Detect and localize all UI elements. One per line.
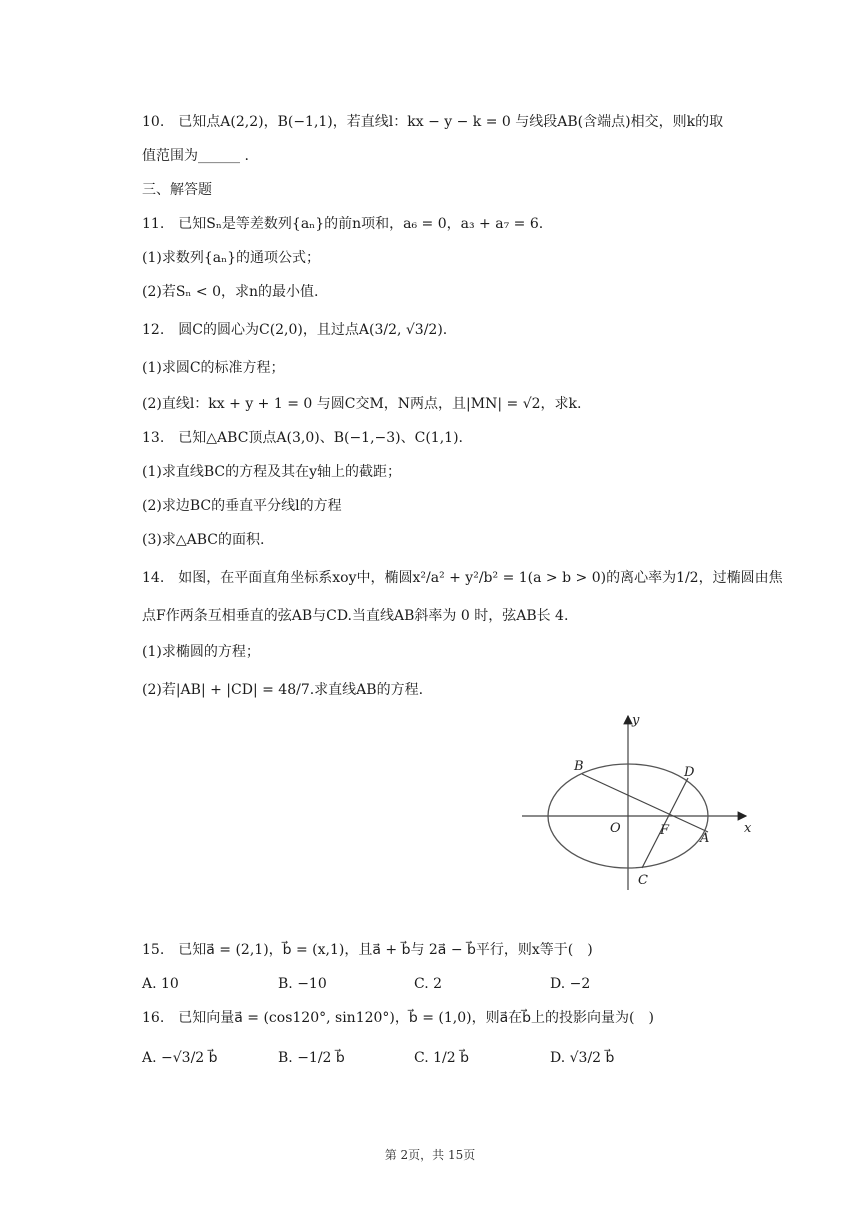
q10-line2: 值范围为______ .: [142, 148, 249, 164]
label-y: y: [632, 713, 640, 728]
q16-option-d[interactable]: D. √3/2 b⃗: [550, 1050, 615, 1066]
label-B: B: [574, 759, 584, 774]
label-A: A: [700, 831, 710, 846]
q15-option-b[interactable]: B. −10: [278, 976, 327, 992]
label-C: C: [638, 873, 648, 888]
q12-part2: (2)直线l：kx + y + 1 = 0 与圆C交M，N两点，且|MN| = √2，求k.: [142, 396, 582, 412]
q14-stem-line1: 14. 如图，在平面直角坐标系xoy中，椭圆x²/a² + y²/b² = 1(a > b > 0)的离心率为1/2，过椭圆由焦: [142, 570, 783, 586]
q15-stem: 15. 已知a⃗ = (2,1)，b⃗ = (x,1)，且a⃗ + b⃗与 2a⃗ − b⃗平行，则x等于( ): [142, 942, 593, 958]
label-F: F: [660, 823, 670, 838]
q16-option-c[interactable]: C. 1/2 b⃗: [414, 1050, 469, 1066]
q13-part2: (2)求边BC的垂直平分线l的方程: [142, 498, 342, 514]
label-O: O: [610, 821, 621, 836]
q13-part1: (1)求直线BC的方程及其在y轴上的截距；: [142, 464, 401, 480]
q15-option-a[interactable]: A. 10: [142, 976, 179, 992]
q16-option-b[interactable]: B. −1/2 b⃗: [278, 1050, 345, 1066]
q14-part1: (1)求椭圆的方程；: [142, 644, 260, 660]
q12-stem: 12. 圆C的圆心为C(2,0)，且过点A(3/2, √3/2).: [142, 322, 448, 338]
q15-option-c[interactable]: C. 2: [414, 976, 443, 992]
q11-stem: 11. 已知Sₙ是等差数列{aₙ}的前n项和，a₆ = 0，a₃ + a₇ = 6.: [142, 216, 544, 232]
q10-line1: 10. 已知点A(2,2)，B(−1,1)，若直线l：kx − y − k = 0 与线段AB(含端点)相交，则k的取: [142, 114, 724, 130]
q16-option-a[interactable]: A. −√3/2 b⃗: [142, 1050, 218, 1066]
q12-part1: (1)求圆C的标准方程；: [142, 360, 285, 376]
q13-stem: 13. 已知△ABC顶点A(3,0)、B(−1,−3)、C(1,1).: [142, 430, 463, 446]
label-D: D: [684, 765, 695, 780]
q11-part2: (2)若Sₙ < 0，求n的最小值.: [142, 284, 319, 300]
q14-part2: (2)若|AB| + |CD| = 48/7.求直线AB的方程.: [142, 682, 424, 698]
page-footer: 第 2页，共 15页: [384, 1148, 476, 1162]
label-x: x: [744, 821, 752, 836]
q15-option-d[interactable]: D. −2: [550, 976, 591, 992]
q11-part1: (1)求数列{aₙ}的通项公式；: [142, 250, 321, 266]
q13-part3: (3)求△ABC的面积.: [142, 532, 265, 548]
ellipse-figure: [518, 710, 768, 895]
q14-stem-line2: 点F作两条互相垂直的弦AB与CD.当直线AB斜率为 0 时，弦AB长 4.: [142, 608, 569, 624]
q16-stem: 16. 已知向量a⃗ = (cos120°, sin120°)，b⃗ = (1,0)，则a⃗在b⃗上的投影向量为( ): [142, 1010, 654, 1026]
section-heading: 三、解答题: [142, 182, 212, 198]
